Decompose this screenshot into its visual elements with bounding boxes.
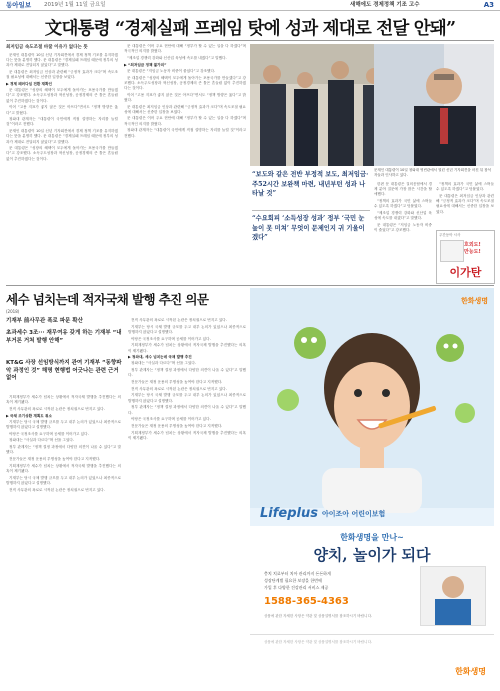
- paragraph: 청와대 관계자는 “대통령이 국민에게 직접 설명하는 자리를 늘릴 것”이라고 전했다.: [6, 117, 118, 127]
- story4-body-col1: [6, 395, 121, 685]
- story3-col-a: [374, 182, 432, 282]
- smallad-line2: 만능도!: [464, 249, 481, 255]
- story4-headline: 세수 넘치는데 적자국채 발행 추진 의문: [6, 292, 209, 307]
- child-toothbrush-illustration: [250, 288, 494, 513]
- ad-bullet: 가입 후 다양한 건강관리 서비스 제공: [264, 585, 329, 590]
- paragraph: 야당은 국정조사를 요구하며 공세를 이어가고 있다.: [9, 431, 89, 436]
- paragraph: 이어 “고용 지표가 좋지 않은 것은 아프다”면서도 “정책 방향은 옳다”고 밝혔다.: [6, 105, 118, 115]
- ad-brand-top: 한화생명: [460, 297, 488, 305]
- ad-brand-bottom: 한화생명: [455, 667, 486, 676]
- paragraph: 문 대통령은 최저임금 인상과 관련해 “긍정적 효과가 크다”며 속도조절 필요성에 대해서는 신중한 입장을 보였다.: [436, 193, 494, 214]
- ad-tagline2: 양치, 놀이가 되다: [313, 546, 431, 564]
- smallad-line1: 호외도!: [464, 242, 481, 248]
- photo-caption: 문재인 대통령이 10일 청와대 영빈관에서 열린 신년 기자회견을 마친 뒤 참석자들과 인사하고 있다.: [374, 168, 492, 177]
- story1-body: [6, 53, 118, 281]
- paragraph: 문재인 대통령이 10일 신년 기자회견에서 경제 정책 기조를 유지하겠다는 뜻을 분명히 했다. 문 대통령은 “경제실패 프레임 때문에 정부의 성과가 제대로 전달되지 않았다”고 말했다.: [6, 53, 118, 68]
- paragraph: 청와대는 “사실과 다르다”며 선을 그었다.: [131, 361, 196, 366]
- paragraph: 기재부는 당시 국채 발행 규모를 두고 내부 논의가 있었으나 최종적으로 발행하지 않았다고 설명했다.: [128, 324, 246, 334]
- paragraph: 문 대통령은 최저임금 인상과 관련해 “긍정적 효과가 크다”며 속도조절 필요성에 대해서는 신중한 입장을 보였다.: [124, 104, 246, 114]
- paragraph: 이어 “고용 지표가 좋지 않은 것은 아프다”면서도 “정책 방향은 옳다”고 밝혔다.: [124, 92, 246, 102]
- story4-subhead1: 기재부 前사무관 폭로 파문 확산: [6, 318, 83, 324]
- product-box: [440, 240, 464, 262]
- paragraph: 기획재정부가 세수가 넘치는 상황에서 적자국채 발행을 추진했다는 의혹이 제기됐다.: [6, 395, 121, 405]
- ad-tagline1: 한화생명을 만나~: [340, 533, 404, 542]
- ad-lifeplus: Lifeplus: [260, 506, 318, 521]
- paragraph: 문 대통령은 “성장의 혜택이 모두에게 돌아가는 포용국가를 만들겠다”고 강조했다. 소득주도성장과 혁신성장, 공정경제의 큰 틀은 흔들림 없이 추진하겠다는 것이다.: [124, 75, 246, 90]
- main-headline: 文대통령 “경제실패 프레임 탓에 성과 제대로 전달 안돼”: [44, 19, 456, 39]
- person-photo: [421, 567, 485, 625]
- story2-body: [124, 44, 246, 280]
- pull-quote-1: “보도와 같은 전반 부정적 보도, 최저임금·주52시간 보완책 마련, 내년부턴 성과 나타날 것”: [252, 171, 369, 197]
- paragraph: 전직 사무관의 폭로로 시작된 논란은 정치권으로 번지고 있다.: [9, 487, 105, 492]
- paragraph: 전문가들은 재정 운용의 투명성을 높여야 한다고 지적했다.: [9, 457, 101, 462]
- paragraph: 문 대통령은 “성장의 혜택이 모두에게 돌아가는 포용국가를 만들겠다”고 강조했다. 소득주도성장과 혁신성장, 공정경제의 큰 틀은 흔들림 없이 추진하겠다는 것이다.: [6, 88, 118, 103]
- paragraph: 문 대통령은 “저임금 노동자 비중이 줄었다”고 강조했다.: [374, 222, 432, 233]
- story4-subhead2: 초과세수 3조··· 재무여유 갖게 하는 기재부 “내부거론 거쳐 발행 안해”: [6, 330, 122, 344]
- paragraph: 전직 사무관의 폭로로 시작된 논란은 정치권으로 번지고 있다.: [9, 406, 105, 411]
- paragraph: 문 대통령은 최저임금 인상과 관련해 “긍정적 효과가 크다”며 속도조절 필요성에 대해서는 신중한 입장을 보였다.: [6, 70, 118, 80]
- ad-bullets: [264, 570, 414, 591]
- paragraph: 한편 문 대통령은 질의응답에서 경제 분야 질문에 가장 많은 시간을 할애했다.: [374, 182, 432, 197]
- issue-date: 2019년 1월 11일 금요일: [44, 2, 106, 8]
- paragraph: 정부 관계자는 “정책 결정 과정에서 다양한 의견이 나올 수 있다”고 말했다.: [128, 405, 246, 415]
- smallad-tag: 주간동아 시사: [439, 233, 461, 237]
- newspaper-logo: 동아일보: [6, 1, 32, 9]
- ad-footer: 상품에 관한 자세한 사항은 약관 및 상품설명서를 참조하시기 바랍니다.: [264, 614, 373, 618]
- ad-phone[interactable]: 1588-365-4363: [264, 596, 349, 607]
- paragraph: “정책의 효과가 국민 삶에 스며들 수 있도록 하겠다”고 덧붙였다.: [374, 199, 432, 209]
- story4-tag: (2018): [6, 309, 20, 314]
- paragraph: “정책의 효과가 국민 삶에 스며들 수 있도록 하겠다”고 덧붙였다.: [436, 182, 494, 192]
- paragraph: 청와대 관계자는 “대통령이 국민에게 직접 설명하는 자리를 늘릴 것”이라고 전했다.: [124, 128, 246, 138]
- ad-disclaimer: 상품에 관한 자세한 사항은 약관 및 상품설명서를 참조하시기 바랍니다.: [264, 640, 373, 644]
- pull-quote-2: “수요회피 ‘소득성장 성과’ 정부 ‘국민 눈높이 못 미쳐’ 무엇이 문제인지 귀 기울이겠다”: [252, 215, 365, 241]
- paragraph: “제조업 경쟁력 강화와 신산업 육성에 속도를 내겠다”고 말했다.: [127, 55, 227, 60]
- paragraph: “제조업 경쟁력 강화와 신산업 육성에 속도를 내겠다”고 말했다.: [374, 211, 432, 221]
- section-title: 새해에도 경제정책 기조 고수: [350, 2, 420, 8]
- paragraph: 전문가들은 재정 운용의 투명성을 높여야 한다고 지적했다.: [131, 380, 223, 385]
- paragraph: 문 대통령은 이어 주요 현안에 대해 “정부가 할 수 있는 일을 다 하겠다”며 적극적인 의지를 밝혔다.: [124, 116, 246, 126]
- divider: [250, 634, 494, 635]
- paragraph: 야당은 국정조사를 요구하며 공세를 이어가고 있다.: [131, 417, 211, 422]
- paragraph: 기재부는 당시 국채 발행 규모를 두고 내부 논의가 있었으나 최종적으로 발행하지 않았다고 설명했다.: [6, 475, 121, 485]
- paragraph: 기획재정부가 세수가 넘치는 상황에서 적자국채 발행을 추진했다는 의혹이 제기됐다.: [128, 430, 246, 440]
- ad-hanwha[interactable]: [250, 288, 494, 686]
- story4-subhead3: KT&G 사장 선임방식까지 관여 기재부 “동향파악 과정인 것” 해명 현행법 어긋나는 관련 근거 없어: [6, 360, 122, 381]
- paragraph: 기획재정부가 세수가 넘치는 상황에서 적자국채 발행을 추진했다는 의혹이 제기됐다.: [128, 343, 246, 353]
- paragraph: 기재부는 당시 국채 발행 규모를 두고 내부 논의가 있었으나 최종적으로 발행하지 않았다고 설명했다.: [128, 393, 246, 403]
- paragraph: 기재부는 당시 국채 발행 규모를 두고 내부 논의가 있었으나 최종적으로 발행하지 않았다고 설명했다.: [6, 419, 121, 430]
- story3-col-b: [436, 182, 494, 228]
- photo-illustration: [374, 44, 494, 166]
- section-rule: [6, 285, 494, 286]
- masthead: [0, 0, 500, 11]
- page-number: A3: [483, 1, 494, 9]
- paragraph: 전직 사무관의 폭로로 시작된 논란은 정치권으로 번지고 있다.: [131, 386, 227, 391]
- subhead: ▶ 청와대, 세수 넘치는데 국채 발행 추진: [128, 355, 192, 360]
- paragraph: 정부 관계자는 “정책 결정 과정에서 다양한 의견이 나올 수 있다”고 말했다.: [6, 445, 121, 455]
- paragraph: 문 대통령은 “저임금 노동자 비중이 줄었다”고 강조했다.: [127, 68, 216, 73]
- ad-bullet: 성장단계별 필요한 보장을 한번에: [264, 578, 322, 583]
- subhead: ▶ 국채 조기상환 계획도 취소: [6, 413, 52, 418]
- story1-byline: 최저임금 속도조절 바꿀 이유가 없다는 뜻: [6, 45, 88, 50]
- paragraph: 전직 사무관의 폭로로 시작된 논란은 정치권으로 번지고 있다.: [131, 318, 227, 322]
- paragraph: 야당은 국정조사를 요구하며 공세를 이어가고 있다.: [131, 336, 211, 341]
- paragraph: 문 대통령은 이어 주요 현안에 대해 “정부가 할 수 있는 일을 다 하겠다”며 적극적인 의지를 밝혔다.: [124, 44, 246, 54]
- product-image: [420, 566, 486, 626]
- story4-body-col2: [128, 318, 246, 685]
- smallad-igatan[interactable]: [436, 230, 495, 284]
- paragraph: 청와대는 “사실과 다르다”며 선을 그었다.: [9, 438, 74, 443]
- smallad-brand: 이가탄: [449, 266, 482, 279]
- subhead: ▶ “최저임금 정책 불가피”: [124, 62, 167, 67]
- divider: [252, 210, 370, 211]
- headline-rule: [6, 40, 494, 41]
- paragraph: 기획재정부가 세수가 넘치는 상황에서 적자국채 발행을 추진했다는 의혹이 제기됐다.: [6, 463, 121, 473]
- paragraph: 문 대통령은 “성장의 혜택이 모두에게 돌아가는 포용국가를 만들겠다”고 강조했다. 소득주도성장과 혁신성장, 공정경제의 큰 틀은 흔들림 없이 추진하겠다는 것이다.: [6, 146, 118, 161]
- paragraph: 전문가들은 재정 운용의 투명성을 높여야 한다고 지적했다.: [131, 423, 223, 428]
- ad-kids-product: 아이조아 어린이보험: [322, 510, 386, 518]
- ad-bullet: 충치 치료부터 치아 관리까지 든든하게: [264, 571, 331, 576]
- paragraph: 문재인 대통령이 10일 신년 기자회견에서 경제 정책 기조를 유지하겠다는 뜻을 분명히 했다. 문 대통령은 “경제실패 프레임 때문에 정부의 성과가 제대로 전달되지 않았다”고 말했다.: [6, 129, 118, 144]
- paragraph: 정부 관계자는 “정책 결정 과정에서 다양한 의견이 나올 수 있다”고 말했다.: [128, 368, 246, 378]
- subhead: ▶ 경제 패러다임 전환 재확인: [6, 82, 52, 87]
- photo-president-closeup: [374, 44, 494, 166]
